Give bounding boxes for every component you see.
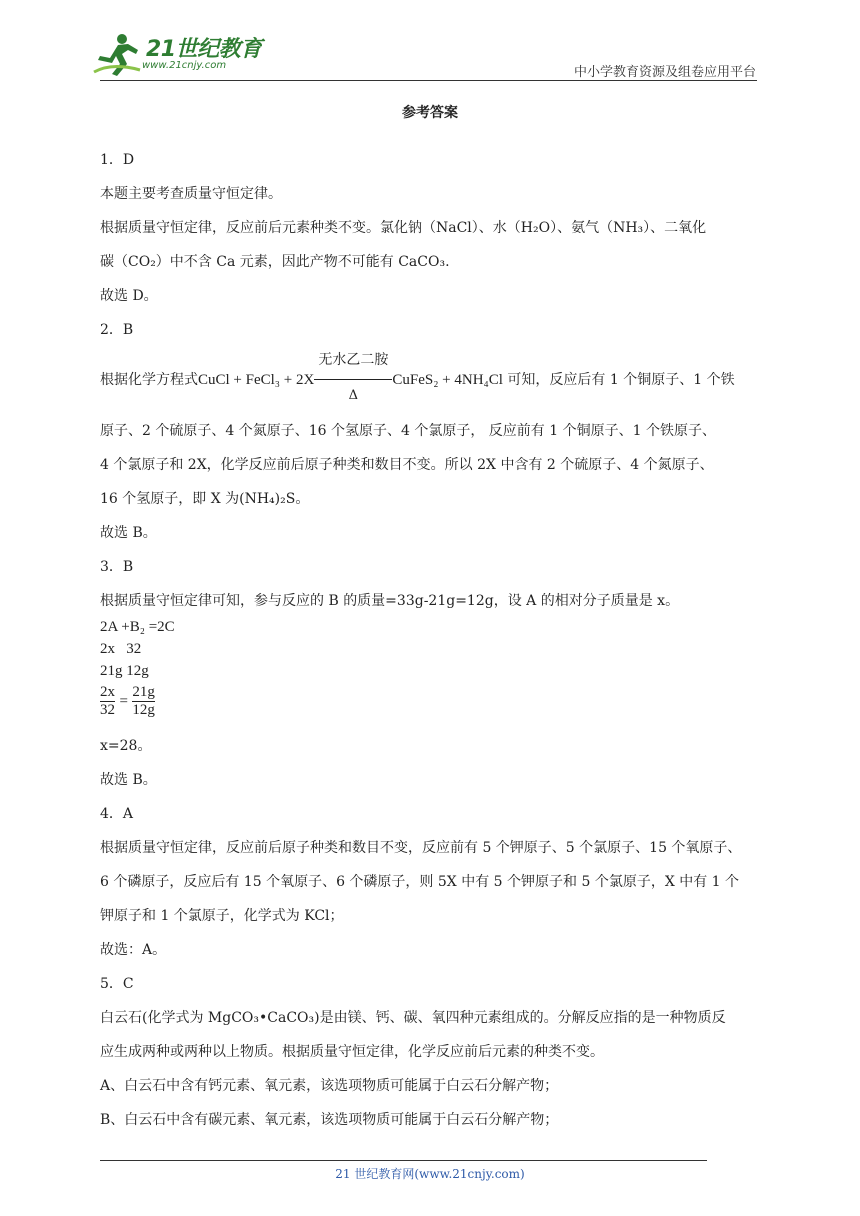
platform-name: 中小学教育资源及组卷应用平台	[573, 65, 756, 80]
q5-line-1: 白云石(化学式为 MgCO₃•CaCO₃)是由镁、钙、碳、氧四种元素组成的。分解反应指的是一种物质反	[100, 1010, 726, 1026]
fraction-left: $\frac{2x}{32}$	[100, 684, 115, 718]
q3-eq-1: 2A +B₂ =2C	[100, 619, 175, 635]
reaction-condition-arrow	[314, 352, 392, 403]
page-title: 参考答案	[402, 105, 458, 121]
q3-fraction-line: $\frac{2x}{32}$ = $\frac{21g}{12g}$	[100, 684, 155, 718]
q3-eq-2: 2x 32	[100, 641, 142, 657]
q3-eq-3: 21g 12g	[100, 663, 149, 679]
q2-line-2: 原子、2 个硫原子、4 个氮原子、16 个氢原子、4 个氯原子， 反应前有 1 个铜原子、1 个铁原子、	[100, 423, 716, 439]
q1-line-4: 故选 D。	[100, 288, 158, 304]
q1-line-2: 根据质量守恒定律，反应前后元素种类不变。氯化钠（NaCl）、水（H₂O）、氨气（NH₃）、二氧化	[100, 220, 707, 236]
q4-line-1: 根据质量守恒定律，反应前后原子种类和数目不变，反应前有 5 个钾原子、5 个氯原子、15 个氧原子、	[100, 840, 742, 856]
q5-line-2: 应生成两种或两种以上物质。根据质量守恒定律，化学反应前后元素的种类不变。	[100, 1044, 604, 1060]
q2-post-text: 可知，反应后有 1 个铜原子、1 个铁	[502, 372, 735, 388]
q1-line-1: 本题主要考查质量守恒定律。	[100, 186, 282, 202]
q3-result: x=28。	[100, 738, 152, 754]
q4-line-2: 6 个磷原子，反应后有 15 个氧原子、6 个磷原子，则 5X 中有 5 个钾原子和 5 个氯原子，X 中有 1 个	[100, 874, 740, 890]
q3-line-1: 根据质量守恒定律可知，参与反应的 B 的质量=33g-21g=12g，设 A 的相对分子质量是 x。	[100, 593, 680, 609]
runner-logo-icon	[92, 32, 142, 78]
footer-divider	[100, 1160, 707, 1161]
q2-line-3: 4 个氯原子和 2X，化学反应前后原子种类和数目不变。所以 2X 中含有 2 个硫原子、4 个氮原子、	[100, 457, 714, 473]
q2-line-4: 16 个氢原子，即 X 为(NH₄)₂S。	[100, 491, 310, 507]
q2-equation-line	[100, 352, 760, 403]
q5-line-4: B、白云石中含有碳元素、氧元素，该选项物质可能属于白云石分解产物；	[100, 1112, 559, 1128]
condition-bottom: Δ	[348, 388, 359, 403]
header-divider	[100, 80, 757, 81]
q5-answer: 5．C	[100, 976, 134, 992]
q2-eq-right: CuFeS₂ + 4NH₄Cl	[392, 372, 503, 388]
logo-text: 21世纪教育	[146, 37, 262, 62]
q1-line-3: 碳（CO₂）中不含 Ca 元素，因此产物不可能有 CaCO₃.	[100, 254, 450, 270]
q2-answer: 2．B	[100, 322, 134, 338]
page-footer: 21 世纪教育网(www.21cnjy.com)	[335, 1167, 525, 1181]
q3-conclusion: 故选 B。	[100, 772, 157, 788]
logo-url: www.21cnjy.com	[142, 60, 227, 71]
q4-answer: 4．A	[100, 806, 134, 822]
q4-line-3: 钾原子和 1 个氯原子，化学式为 KCl；	[100, 908, 344, 924]
q3-answer: 3．B	[100, 559, 134, 575]
q4-line-4: 故选：A。	[100, 942, 167, 958]
q5-line-3: A、白云石中含有钙元素、氧元素，该选项物质可能属于白云石分解产物；	[100, 1078, 559, 1094]
site-logo	[92, 32, 262, 78]
q1-answer: 1．D	[100, 152, 135, 168]
page-header	[0, 0, 860, 90]
q2-eq-left: CuCl + FeCl₃ + 2X	[198, 372, 315, 388]
condition-top: 无水乙二胺	[318, 352, 389, 368]
q2-pre-text: 根据化学方程式	[100, 372, 198, 388]
q2-line-5: 故选 B。	[100, 525, 157, 541]
fraction-right: $\frac{21g}{12g}$	[132, 684, 155, 718]
